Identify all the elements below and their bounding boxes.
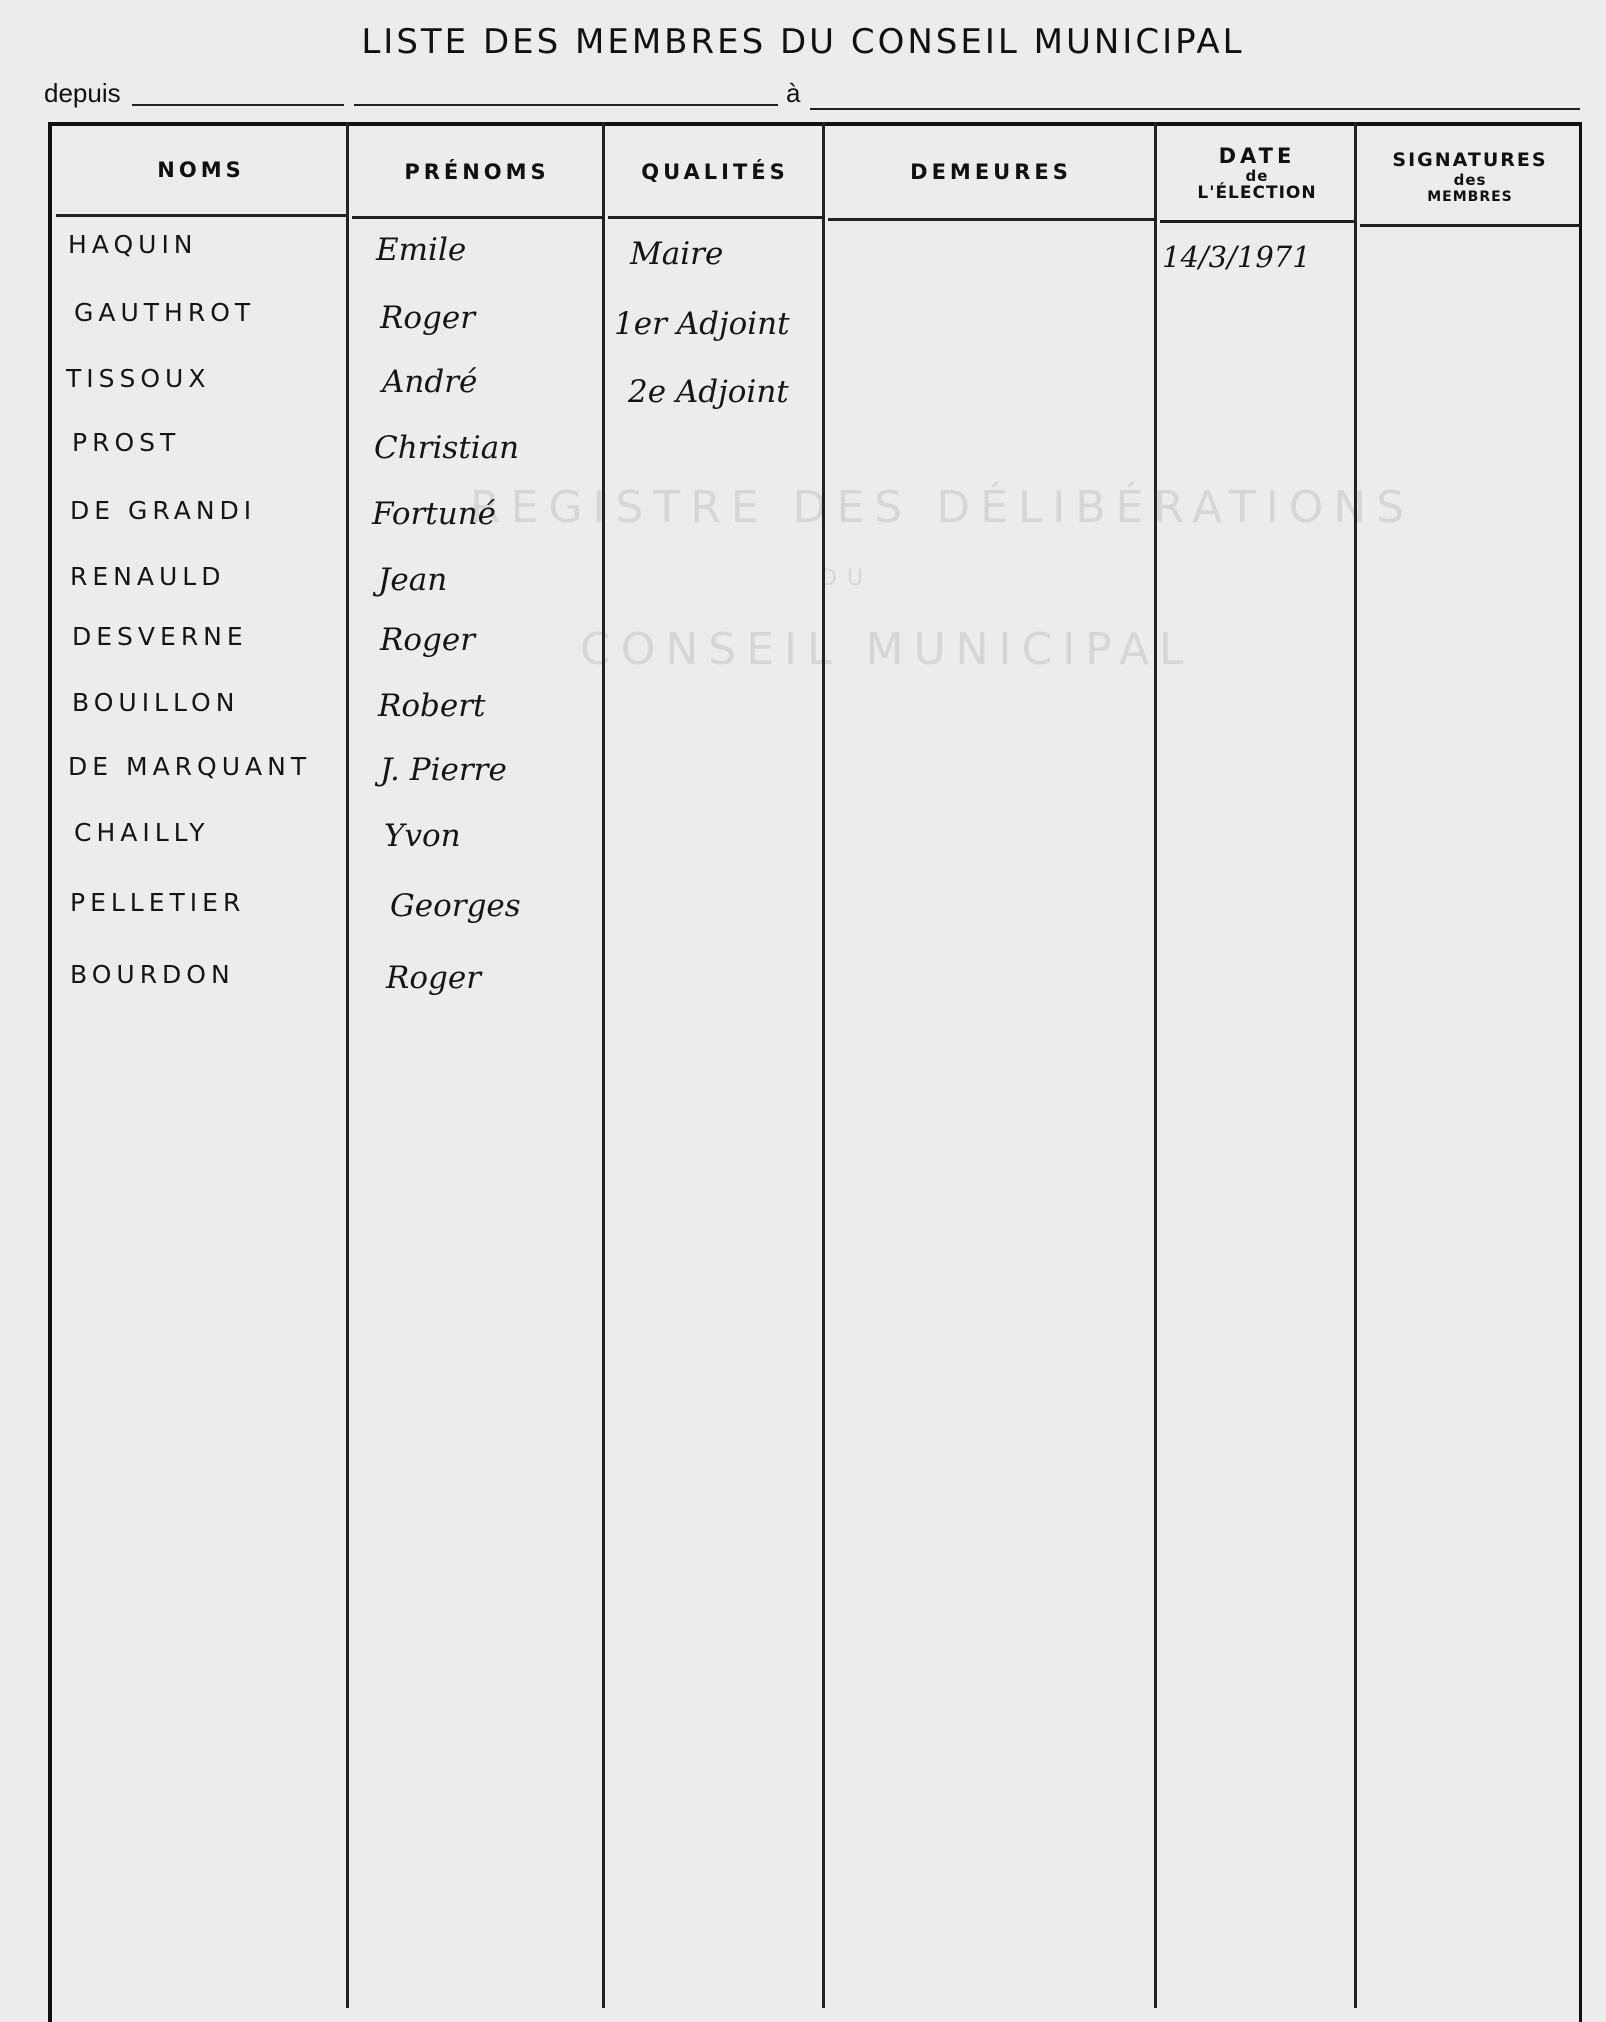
column-divider-2: [602, 122, 605, 2008]
row-qualite: Maire: [630, 236, 724, 272]
header-signatures-line2: des: [1453, 171, 1487, 189]
members-table: [48, 122, 1582, 2022]
row-prenom: Roger: [380, 300, 476, 336]
header-rule-date: [1160, 220, 1354, 223]
row-prenom: Georges: [390, 888, 521, 924]
header-rule-qualites: [608, 216, 822, 219]
row-qualite: 2e Adjoint: [628, 374, 789, 410]
row-nom: GAUTHROT: [74, 298, 256, 327]
row-nom: HAQUIN: [68, 230, 198, 259]
header-noms-label: NOMS: [157, 158, 245, 182]
column-divider-4: [1154, 122, 1157, 2008]
row-nom: DE GRANDI: [70, 496, 257, 525]
header-rule-prenoms: [352, 216, 602, 219]
header-qualites: [608, 160, 822, 184]
a-label: à: [786, 78, 801, 108]
row-nom: CHAILLY: [74, 818, 210, 847]
show-through-text-2: DU: [820, 566, 874, 591]
show-through-text-3: CONSEIL MUNICIPAL: [580, 624, 1194, 675]
header-date-election: [1160, 144, 1354, 202]
row-prenom: Yvon: [384, 818, 461, 854]
row-prenom: Emile: [376, 232, 467, 268]
row-nom: BOUILLON: [72, 688, 240, 717]
row-date: 14/3/1971: [1162, 240, 1311, 274]
header-date-line2: de: [1245, 167, 1269, 185]
row-prenom: Roger: [386, 960, 482, 996]
row-prenom: J. Pierre: [380, 752, 507, 788]
header-prenoms-label: PRÉNOMS: [404, 160, 550, 184]
header-demeures-label: DEMEURES: [910, 160, 1072, 184]
row-nom: PROST: [72, 428, 181, 457]
row-nom: BOURDON: [70, 960, 235, 989]
row-prenom: Roger: [380, 622, 476, 658]
depuis-blank-1: [132, 104, 344, 106]
header-signatures-line3: MEMBRES: [1427, 189, 1513, 205]
header-rule-demeures: [828, 218, 1154, 221]
row-nom: DESVERNE: [72, 622, 248, 651]
header-qualites-label: QUALITÉS: [641, 160, 789, 184]
header-date-line1: DATE: [1218, 144, 1296, 168]
header-rule-signatures: [1360, 224, 1580, 227]
row-prenom: Christian: [374, 430, 520, 466]
column-divider-3: [822, 122, 825, 2008]
row-prenom: André: [382, 364, 478, 400]
depuis-label: depuis: [44, 78, 121, 108]
header-demeures: [828, 160, 1154, 184]
header-date-line3: L'ÉLECTION: [1197, 183, 1317, 203]
row-nom: PELLETIER: [70, 888, 246, 917]
row-prenom: Robert: [378, 688, 486, 724]
row-nom: RENAULD: [70, 562, 226, 591]
header-signatures: [1360, 148, 1580, 206]
row-prenom: Jean: [378, 562, 448, 598]
page-title: LISTE DES MEMBRES DU CONSEIL MUNICIPAL: [361, 22, 1245, 62]
header-rule-noms: [56, 214, 346, 217]
header-prenoms: [352, 160, 602, 184]
depuis-blank-2: [354, 104, 778, 106]
column-divider-1: [346, 122, 349, 2008]
row-nom: TISSOUX: [66, 364, 211, 393]
date-range-line: [44, 78, 1584, 118]
row-qualite: 1er Adjoint: [614, 306, 790, 342]
row-prenom: Fortuné: [372, 496, 497, 532]
column-divider-5: [1354, 122, 1357, 2008]
row-nom: DE MARQUANT: [68, 752, 312, 781]
a-blank: [810, 108, 1580, 110]
show-through-text-1: REGISTRE DES DÉLIBÉRATIONS: [470, 482, 1415, 533]
header-signatures-line1: SIGNATURES: [1392, 149, 1548, 171]
header-noms: [56, 158, 346, 182]
